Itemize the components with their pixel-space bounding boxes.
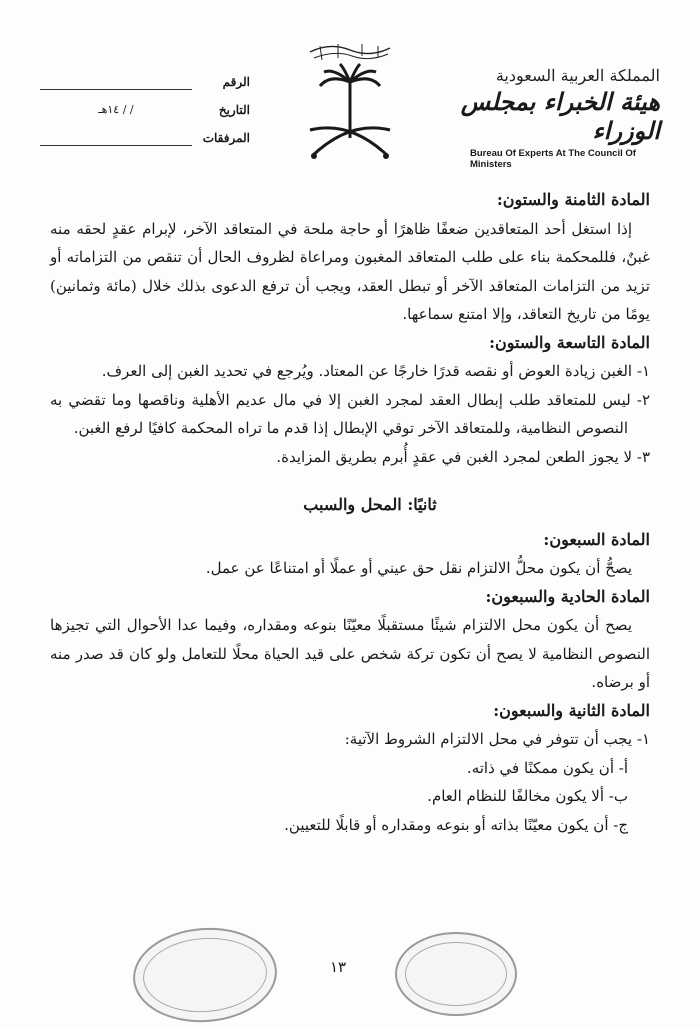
basmala-calligraphy-icon [310, 44, 390, 60]
article-72-condition: ب- ألا يكون مخالفًا للنظام العام. [427, 787, 628, 805]
date-value: / / ١٤هـ [98, 103, 134, 116]
number-row [40, 68, 250, 96]
date-label: التاريخ [218, 103, 250, 117]
letterhead [0, 28, 700, 170]
article-69-item: ٣- لا يجوز الطعن لمجرد الغبن في عقدٍ أُبرم بطريق المزايدة. [276, 447, 650, 466]
official-stamp-icon [395, 932, 517, 1016]
article-72-title: المادة الثانية والسبعون: [493, 700, 650, 720]
organization-name-ar: هيئة الخبراء بمجلس الوزراء [460, 87, 660, 145]
attachments-field [40, 131, 192, 146]
article-70-text: يصحُّ أن يكون محلُّ الالتزام نقل حق عيني أو عملًا أو امتناعًا عن عمل. [205, 559, 632, 577]
number-field [40, 75, 192, 90]
article-72-intro: ١- يجب أن تتوفر في محل الالتزام الشروط الآتية: [344, 730, 650, 748]
reference-fields [40, 68, 250, 152]
organization-block [460, 66, 660, 170]
article-71-title: المادة الحادية والسبعون: [485, 586, 650, 606]
page-number: ١٣ [330, 958, 347, 976]
article-68-text: إذا استغل أحد المتعاقدين ضعفًا ظاهرًا أو حاجة ملحة في المتعاقد الآخر، لإبرام عقدٍ لحقه منه غبنٌ، فللمحكمة بناء على طلب المتعاقد المغبون ومراعاة لظروف الحال أن تنقص من التزاماته أو تزيد من التزامات المتعاقد الآخر أو تبطل العقد، ويجب أن ترفع الدعوى بذلك خلال (مائة وثمانين) يومًا من تاريخ التعاقد، وإلا امتنع سماعها. [50, 219, 650, 323]
article-68-title: المادة الثامنة والستون: [496, 190, 650, 209]
organization-name-en: Bureau Of Experts At The Council Of Ministers [470, 148, 636, 170]
article-72-condition: ج- أن يكون معيّنًا بذاته أو بنوعه ومقداره أو قابلًا للتعيين. [284, 815, 628, 834]
section-title: ثانيًا: المحل والسبب [303, 495, 437, 514]
date-row [40, 96, 250, 124]
article-71-text: يصح أن يكون محل الالتزام شيئًا مستقبلًا معيّنًا بنوعه ومقداره، وفيما عدا الأحوال التي تجيزها النصوص النظامية لا يصح أن تكون تركة شخص على قيد الحياة محلًا للتعامل ولو كان قد صدر منه أو برضاه. [50, 616, 650, 691]
article-69-item: ١- الغبن زيادة العوض أو نقصه قدرًا خارجًا عن المعتاد. ويُرجع في تحديد الغبن إلى العرف. [101, 362, 650, 380]
article-69-item: ٢- ليس للمتعاقد طلب إبطال العقد لمجرد الغبن إلا في مال عديم الأهلية وناقصها وما تقضي به النصوص النظامية، وللمتعاقد الآخر توقي الإبطال إذا قدم ما تراه المحكمة كافيًا لرفع الغبن. [50, 390, 650, 437]
article-69-title: المادة التاسعة والستون: [489, 332, 650, 352]
attachments-row [40, 124, 250, 152]
palm-swords-emblem-icon [300, 38, 400, 168]
article-70-title: المادة السبعون: [543, 529, 650, 549]
official-stamp-icon [130, 923, 280, 1027]
document-body [50, 186, 650, 839]
number-label: الرقم [222, 75, 250, 89]
crossed-swords-icon [310, 128, 390, 159]
kingdom-name: المملكة العربية السعودية [495, 66, 660, 85]
attachments-label: المرفقات [202, 131, 250, 145]
article-72-condition: أ- أن يكون ممكنًا في ذاته. [466, 758, 628, 777]
